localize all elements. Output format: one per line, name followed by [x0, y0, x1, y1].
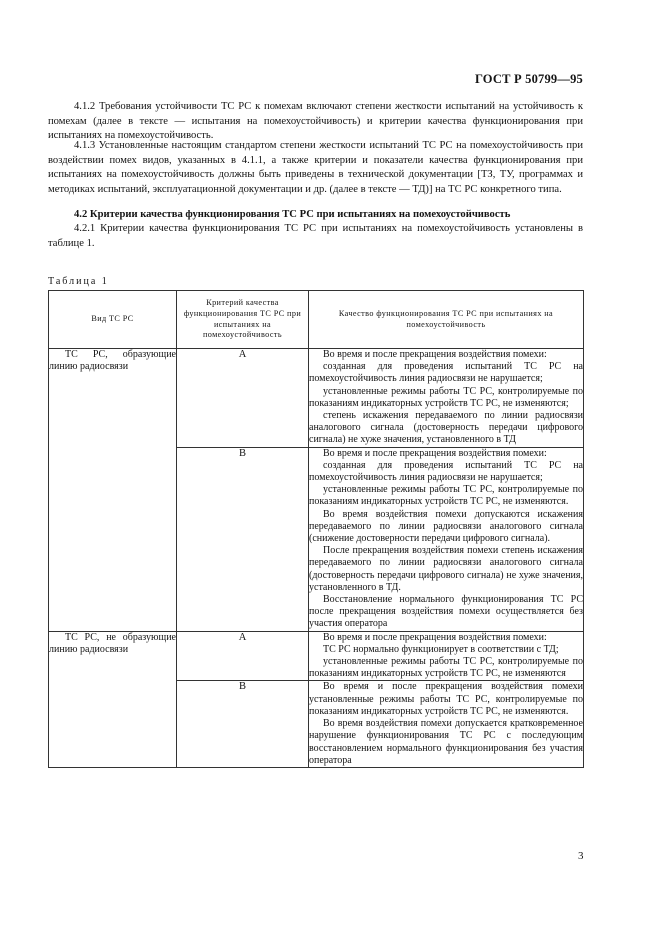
- quality-line: После прекращения воздействия помехи степень искажения передаваемого по линии радиосвязи аналогового сигнала (достоверность передачи цифрового сигнала) не хуже значения, установленного в ТД.: [309, 545, 583, 593]
- quality-line: Во время и после прекращения воздействия помехи:: [323, 349, 547, 360]
- quality-line: Восстановление нормального функционирования ТС РС после прекращения воздействия помехи осуществляется без участия оператора: [309, 594, 583, 630]
- table-caption: Таблица 1: [48, 276, 109, 287]
- criterion-cell: В: [177, 447, 309, 631]
- quality-line: Во время и после прекращения воздействия помехи установленные режимы работы ТС РС, контролируемые по показаниям индикаторных устройств ТС РС, не изменяются.: [309, 681, 583, 717]
- quality-line: установленные режимы работы ТС РС, контролируемые по показаниям индикаторных устройств ТС РС, не изменяются;: [309, 385, 583, 409]
- criterion-cell: А: [177, 349, 309, 448]
- quality-line: ТС РС нормально функционирует в соответствии с ТД;: [323, 643, 559, 655]
- kind-label: ТС РС, не образующие линию радиосвязи: [49, 631, 176, 655]
- standard-number: ГОСТ Р 50799—95: [474, 72, 583, 86]
- paragraph-4-2-1: 4.2.1 Критерии качества функционирования ТС РС при испытаниях на помехоустойчивость установлены в таблице 1.: [48, 223, 583, 249]
- quality-line: Во время воздействия помехи допускается кратковременное нарушение функционирования ТС РС с последующим восстановлением нормального функционирования без участия оператора: [309, 718, 583, 766]
- quality-line: Во время и после прекращения воздействия помехи:: [323, 447, 547, 459]
- header-criterion: Критерий качества функционирования ТС РС при испытаниях на помехоустойчивость: [177, 291, 309, 349]
- table-header-row: [49, 291, 584, 349]
- header-kind: Вид ТС РС: [49, 291, 177, 349]
- quality-line: установленные режимы работы ТС РС, контролируемые по показаниям индикаторных устройств ТС РС, не изменяются.: [309, 484, 583, 508]
- quality-line: установленные режимы работы ТС РС, контролируемые по показаниям индикаторных устройств ТС РС, не изменяются: [309, 656, 583, 680]
- quality-cell: [309, 349, 584, 448]
- quality-line: созданная для проведения испытаний ТС РС на помехоустойчивость линия радиосвязи не нарушается;: [309, 459, 583, 484]
- kind-cell: [49, 631, 177, 767]
- table-row: [49, 631, 584, 681]
- quality-cell: [309, 447, 584, 631]
- kind-cell: [49, 349, 177, 632]
- criterion-cell: В: [177, 681, 309, 767]
- section-heading-4-2: 4.2 Критерии качества функционирования ТС РС при испытаниях на помехоустойчивость: [74, 209, 511, 220]
- paragraph-4-1-2: 4.1.2 Требования устойчивости ТС РС к помехам включают степени жесткости испытаний на устойчивость к помехам (далее в тексте — испытания на помехоустойчивость) и критерии качества функционирования при испытаниях на помехоустойчивость.: [48, 101, 583, 141]
- paragraph-4-1-3: 4.1.3 Установленные настоящим стандартом степени жесткости испытаний ТС РС на помехоустойчивость при воздействии помех видов, указанных в 4.1.1, а также критерии и показатели качества функционирования при испытаниях на помехоустойчивость должны быть приведены в технической документации [ТЗ, ТУ, программах и методиках испытаний, эксплуатационной документации и др. (далее в тексте — ТД)] на ТС РС конкретного типа.: [48, 140, 583, 195]
- quality-line: степень искажения передаваемого по линии радиосвязи аналогового сигнала (достоверность передачи цифрового сигнала) не хуже значения, установленного в ТД: [309, 410, 583, 446]
- kind-label: ТС РС, образующие линию радиосвязи: [49, 349, 176, 373]
- quality-cell: [309, 681, 584, 767]
- quality-line: Во время и после прекращения воздействия помехи:: [323, 631, 547, 643]
- criterion-cell: А: [177, 631, 309, 681]
- header-quality: Качество функционирования ТС РС при испытаниях на помехоустойчивость: [309, 291, 584, 349]
- criteria-table: [48, 290, 584, 768]
- table-row: [49, 349, 584, 448]
- quality-line: Во время воздействия помехи допускаются искажения передаваемого по линии радиосвязи аналогового сигнала (снижение достоверности передачи цифрового сигнала).: [309, 508, 583, 545]
- page-number: 3: [578, 850, 584, 862]
- quality-line: созданная для проведения испытаний ТС РС на помехоустойчивость линия радиосвязи не нарушается;: [309, 361, 583, 385]
- quality-cell: [309, 631, 584, 681]
